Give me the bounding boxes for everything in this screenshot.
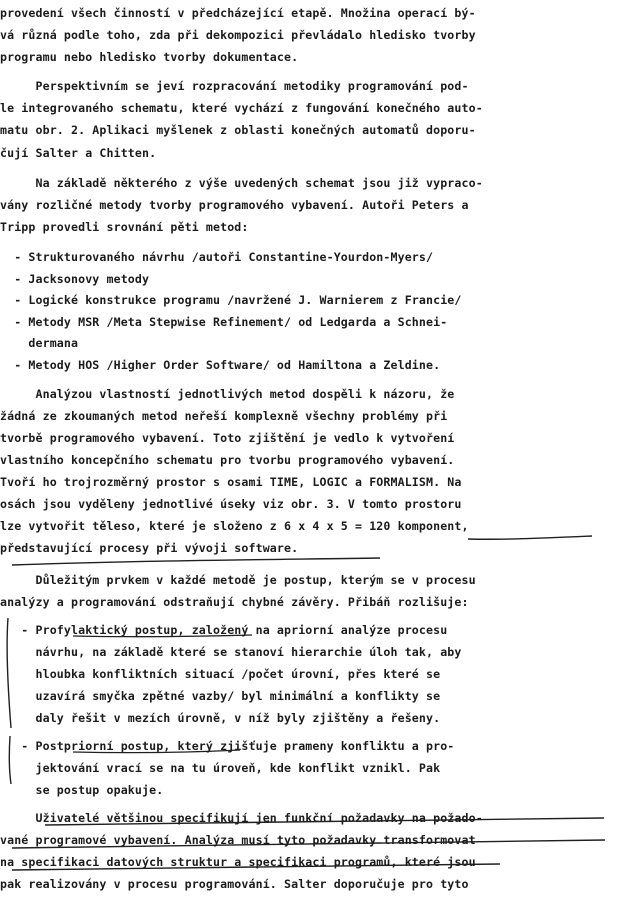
sublist-item-1-line-3: hloubka konfliktních situací /počet úrovní, přes které se (0, 667, 441, 681)
text-line-35: Uživatelé většinou specifikují jen funkční požadavky na požado- (0, 811, 483, 825)
underline-120-komponent (468, 536, 592, 539)
sublist-item-2-line-3: se postup opakuje. (0, 783, 164, 797)
list-item-3: - Logické konstrukce programu /navržené J. Warnierem z Francie/ (0, 293, 462, 307)
text-line-36: vané programové vybavení. Analýza musí tyto požadavky transformovat (0, 833, 476, 847)
text-line-18: žádná ze zkoumaných metod neřeší komplexně všechny problémy při (0, 409, 448, 423)
text-line-17: Analýzou vlastností jednotlivých metod dospěli k názoru, že (0, 387, 455, 401)
list-item-4-continued: dermana (0, 336, 79, 350)
text-line-19: tvorbě programového vybavení. Toto zjištění je vedlo k vytvoření (0, 431, 455, 445)
text-line-3: programu nebo hledisko tvorby dokumentace. (0, 50, 299, 64)
list-item-2: - Jacksonovy metody (0, 272, 150, 286)
text-line-26: analýzy a programování odstraňují chybné závěry. Přibáň rozlišuje: (0, 595, 469, 609)
text-line-10: Tripp provedli srovnání pěti metod: (0, 220, 249, 234)
sublist-item-1-line-2: návrhu, na základě které se stanoví hierarchie úloh tak, aby (0, 645, 462, 659)
text-line-22: osách jsou vyděleny jednotlivé úseky viz obr. 3. V tomto prostoru (0, 497, 462, 511)
text-line-38: pak realizovány v procesu programování. Salter doporučuje pro tyto (0, 877, 469, 891)
text-line-2: vá různá podle toho, zda při dekompozici převládalo hledisko tvorby (0, 28, 476, 42)
list-item-4: - Metody MSR /Meta Stepwise Refinement/ od Ledgarda a Schnei- (0, 315, 448, 329)
text-line-8: Na základě některého z výše uvedených schemat jsou již vypraco- (0, 176, 483, 190)
text-line-9: vány rozličné metody tvorby programového vybavení. Autoři Peters a (0, 198, 469, 212)
text-line-5: le integrovaného schematu, které vychází z fungování konečného auto- (0, 101, 483, 115)
list-item-5: - Metody HOS /Higher Order Software/ od Hamiltona a Zeldine. (0, 358, 441, 372)
text-line-20: vlastního koncepčního schematu pro tvorbu programového vybavení. (0, 453, 455, 467)
underline-software-paragraph (12, 558, 380, 565)
text-line-37: na specifikaci datových struktur a specifikaci programů, které jsou (0, 855, 476, 869)
text-line-24: představující procesy při vývoji software. (0, 541, 299, 555)
text-line-6: matu obr. 2. Aplikaci myšlenek z oblasti konečných automatů doporu- (0, 123, 476, 137)
sublist-item-1-line-4: uzavírá smyčka zpětné vazby/ byl minimální a konflikty se (0, 689, 441, 703)
text-line-25: Důležitým prvkem v každé metodě je postup, kterým se v procesu (0, 573, 476, 587)
text-line-7: čují Salter a Chitten. (0, 146, 157, 160)
list-item-1: - Strukturovaného návrhu /autoři Constantine-Yourdon-Myers/ (0, 250, 434, 264)
text-line-1: provedení všech činností v předcházející etapě. Množina operací bý- (0, 6, 476, 20)
sublist-item-1-line-5: daly řešit v mezích úrovně, v níž byly zjištěny a řešeny. (0, 711, 441, 725)
sublist-item-2-line-2: jektování vrací se na tu úroveň, kde konflikt vznikl. Pak (0, 761, 441, 775)
text-line-23: lze vytvořit těleso, které je složeno z 6 x 4 x 5 = 120 komponent, (0, 519, 469, 533)
sublist-item-2: - Postpriorní postup, který zjišťuje prameny konfliktu a pro- (0, 739, 455, 753)
text-line-4: Perspektivním se jeví rozpracování metodiky programování pod- (0, 79, 469, 93)
text-line-21: Tvoří ho trojrozměrný prostor s osami TIME, LOGIC a FORMALISM. Na (0, 475, 462, 489)
sublist-item-1: - Profylaktický postup, založený na apriorní analýze procesu (0, 623, 448, 637)
